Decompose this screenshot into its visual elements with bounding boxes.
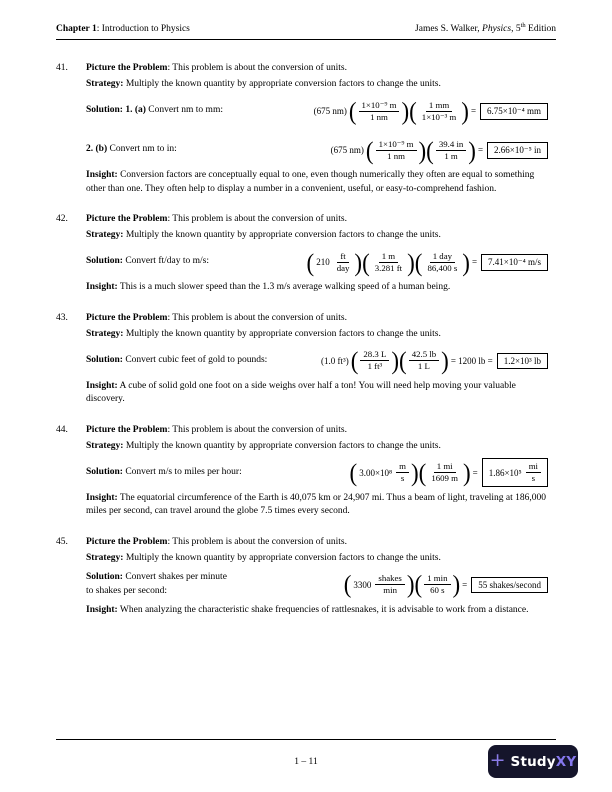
fraction-numerator: ft [337,251,348,263]
solution-label-text: Convert shakes per minute to shakes per second: [86,572,227,596]
solution-label-bold: Solution: 1. (a) [86,105,146,116]
fraction-denominator: 3.281 ft [374,262,403,273]
equation [306,248,548,276]
insight-text: A cube of solid gold one foot on a side weighs over half a ton! You will need help moving your valuable discovery. [86,380,516,404]
fraction-numerator: m [396,461,409,473]
solution-label-text: Convert m/s to miles per hour: [122,466,242,477]
equation-text: 55 shakes/second [478,579,541,590]
author-text: James S. Walker, [415,24,483,34]
fraction [376,139,417,162]
equation-text: 3300 [353,579,372,590]
fraction-denominator: 1 nm [387,150,405,161]
solution-row [86,135,556,165]
fraction [526,461,541,484]
logo-xy-text: XY [555,753,577,770]
solutions [86,96,556,165]
fraction [428,461,461,484]
edition-word: Edition [525,24,556,34]
paren-group [343,570,415,599]
open-paren: ( [350,346,359,375]
logo-wordmark [511,754,577,770]
fraction-numerator: 1 m [379,251,398,263]
insight-label: Insight: [86,170,118,180]
edition-ordinal: th [520,21,526,29]
insight-line [86,281,556,295]
paren-group [362,248,415,276]
picture-the-problem-line [86,422,556,438]
paren-group [414,248,470,276]
solution-label-bold: Solution: [86,466,123,477]
fraction-denominator: 1 nm [370,111,388,122]
strategy-line [86,438,556,454]
equation-text: (675 nm) [313,106,347,116]
close-paren: ) [354,248,363,276]
paren-group [414,570,461,599]
fraction [375,573,404,596]
equation-text: 1.86×10⁵ [488,467,522,478]
close-paren: ) [461,97,469,125]
paren-group [349,458,419,487]
open-paren: ( [362,248,370,276]
strategy-line [86,76,556,92]
strategy-label: Strategy: [86,79,124,89]
picture-the-problem-line [86,310,556,326]
insight-text: Conversion factors are conceptually equal to one, even though numerically they often are equal to something other than one. They often help to display a number in a convenient, useful, or easy-to-comprehend fashion. [86,170,535,194]
solution-row [86,346,556,376]
paren-group [365,136,427,164]
picture-label: Picture the Problem [86,63,168,73]
fraction-denominator: s [531,473,536,483]
equation-text: 1.2×10³ lb [503,355,541,366]
close-paren: ) [452,570,461,599]
close-paren: ) [411,458,419,487]
picture-the-problem-line [86,534,556,550]
equation-text: (675 nm) [330,145,364,155]
picture-label: Picture the Problem [86,312,168,323]
insight-text: When analyzing the characteristic shake frequencies of rattlesnakes, it is advisable to work from a distance. [117,604,529,615]
picture-label: Picture the Problem [86,424,168,435]
fraction [334,251,353,274]
open-paren: ( [306,248,315,276]
problem [56,310,556,407]
fraction [436,139,466,162]
fraction [424,251,460,274]
solutions [86,458,556,488]
fraction-denominator: 86,400 s [427,262,458,273]
equation-text: = [472,467,478,478]
solution-label [86,143,177,157]
insight-label: Insight: [86,380,118,391]
open-paren: ( [343,570,352,599]
boxed-result [497,353,548,369]
paren-group [418,458,471,487]
boxed-result [481,254,548,271]
equation [329,136,548,164]
paren-group [409,97,469,125]
open-paren: ( [414,570,423,599]
open-paren: ( [348,97,357,125]
solution-label-text: Convert cubic feet of gold to pounds: [122,354,268,365]
solutions [86,570,556,600]
solution-label-text: Convert ft/day to m/s: [122,256,209,267]
paren-group [350,346,400,375]
close-paren: ) [391,346,400,375]
problem-body [86,211,556,295]
fraction-numerator: 42.5 lb [409,349,439,361]
solution-label-bold: Solution: [86,354,123,365]
problem-body [86,310,556,407]
fraction [396,461,409,484]
fraction-denominator: min [383,585,397,595]
equation-text: 3.00×10⁸ [359,467,393,478]
paren-group [399,346,449,375]
problem-number: 42. [56,214,68,224]
paren-group [306,248,363,276]
chapter-label: Chapter 1 [56,24,97,34]
strategy-text: Multiply the known quantity by appropriate conversion factors to change the units. [123,552,441,563]
close-paren: ) [406,570,415,599]
solution-label-text: Convert nm to in: [107,144,177,155]
insight-text: This is a much slower speed than the 1.3 m/s average walking speed of a human being. [117,282,451,292]
problem-number: 43. [56,312,68,323]
strategy-text: Multiply the known quantity by appropriate conversion factors to change the units. [123,328,441,339]
page-number: 1 – 11 [294,757,318,767]
equation [343,570,548,599]
equation [319,346,548,375]
fraction-numerator: shakes [375,573,404,585]
fraction-numerator: 28.3 L [360,349,389,361]
fraction [359,100,400,123]
close-paren: ) [462,458,471,487]
solution-label-text: Convert nm to mm: [145,105,223,116]
problem [56,422,556,519]
insight-label: Insight: [86,282,118,292]
solution-label-bold: 2. (b) [86,144,108,155]
header-chapter [56,24,190,35]
problem [56,534,556,618]
equation [312,97,548,125]
strategy-text: Multiply the known quantity by appropriate conversion factors to change the units. [123,440,441,451]
fraction-denominator: day [336,262,350,273]
logo-study-text: Study [510,753,556,770]
picture-the-problem-line [86,60,556,76]
strategy-text: Multiply the known quantity by appropriate conversion factors to change the units. [123,79,441,89]
footer-rule [56,739,556,740]
insight-line [86,380,556,407]
open-paren: ( [409,97,417,125]
close-paren: ) [441,346,449,375]
solution-row [86,570,556,600]
fraction-denominator: 1×10⁻³ m [421,111,457,122]
equation-text: 6.75×10⁻⁴ mm [487,105,541,116]
boxed-result [482,458,548,487]
fraction-denominator: s [400,473,405,483]
strategy-line [86,326,556,342]
solution-label-bold: Solution: [86,256,123,267]
solutions [86,247,556,277]
picture-text: : This problem is about the conversion of units. [167,424,347,435]
page-header [56,21,556,40]
boxed-result [487,142,548,159]
plus-icon: + [489,749,506,771]
problem-number: 41. [56,63,68,73]
solution-label [86,466,242,480]
fraction-numerator: 1 mm [426,100,452,112]
insight-label: Insight: [86,604,118,615]
fraction [409,349,439,372]
problem-number: 44. [56,424,68,435]
picture-text: : This problem is about the conversion of units. [167,63,347,73]
fraction [419,100,459,123]
fraction-numerator: 1 mi [434,461,456,473]
fraction-denominator: 1 L [417,361,430,371]
equation-text: = [477,145,484,155]
equation-text: = 1200 lb = [450,355,493,366]
problem [56,211,556,295]
picture-text: : This problem is about the conversion of units. [167,214,347,224]
paren-group [348,97,410,125]
close-paren: ) [418,136,427,164]
chapter-title: : Introduction to Physics [96,24,190,34]
equation-text: = [470,106,477,116]
open-paren: ( [365,136,374,164]
open-paren: ( [399,346,407,375]
strategy-label: Strategy: [86,440,124,451]
open-paren: ( [349,458,358,487]
picture-text: : This problem is about the conversion of units. [167,312,347,323]
strategy-text: Multiply the known quantity by appropriate conversion factors to change the units. [123,230,441,240]
strategy-label: Strategy: [86,230,124,240]
fraction-numerator: 1×10⁻⁹ m [359,100,400,112]
solution-row [86,96,556,126]
book-title: Physics [482,24,512,34]
equation-text: (1.0 ft³) [321,355,349,366]
fraction-numerator: mi [526,461,541,473]
fraction [372,251,405,274]
problem [56,60,556,196]
problem-number: 45. [56,536,68,547]
paren-group [426,136,476,164]
strategy-line [86,227,556,243]
open-paren: ( [414,248,423,276]
solution-label-bold: Solution: [86,572,123,582]
boxed-result [471,577,548,593]
equation-text: 210 [316,257,330,267]
problem-body [86,60,556,196]
solution-label [86,354,267,368]
fraction-numerator: 1 day [430,251,455,263]
solution-row [86,458,556,488]
edition-number: , 5 [511,24,521,34]
equation-text: = [462,579,468,590]
studyxy-logo [488,745,578,778]
fraction [424,573,450,596]
problem-body [86,422,556,519]
close-paren: ) [468,136,476,164]
open-paren: ( [418,458,427,487]
insight-line [86,169,556,196]
picture-label: Picture the Problem [86,536,168,547]
fraction-denominator: 60 s [430,585,445,595]
picture-label: Picture the Problem [86,214,168,224]
header-edition [415,21,556,35]
close-paren: ) [401,97,410,125]
solution-label [86,104,223,118]
fraction-denominator: 1 ft³ [367,361,383,371]
insight-line [86,492,556,519]
fraction [360,349,389,372]
close-paren: ) [407,248,415,276]
solutions [86,346,556,376]
solution-label [86,571,236,598]
picture-the-problem-line [86,211,556,227]
insight-label: Insight: [86,492,118,503]
problems-list [56,60,556,632]
fraction-numerator: 1 min [424,573,450,585]
insight-text: The equatorial circumference of the Earth is 40,075 km or 24,907 mi. Thus a beam of light, traveling at 186,000 miles per second, can travel around the globe 7.5 times every second. [86,492,547,516]
strategy-line [86,550,556,566]
solution-label [86,255,209,269]
fraction-denominator: 1 m [444,150,458,161]
fraction-numerator: 39.4 in [436,139,466,151]
close-paren: ) [462,248,470,276]
strategy-label: Strategy: [86,328,124,339]
boxed-result [480,103,548,120]
strategy-label: Strategy: [86,552,124,563]
open-paren: ( [426,136,434,164]
fraction-denominator: 1609 m [431,473,458,483]
insight-line [86,604,556,618]
equation-text: 7.41×10⁻⁴ m/s [488,256,541,267]
problem-body [86,534,556,618]
picture-text: : This problem is about the conversion of units. [167,536,347,547]
equation-text: 2.66×10⁻⁵ in [494,144,541,155]
equation [350,458,548,487]
solution-row [86,247,556,277]
equation-text: = [471,257,478,267]
fraction-numerator: 1×10⁻⁹ m [376,139,417,151]
